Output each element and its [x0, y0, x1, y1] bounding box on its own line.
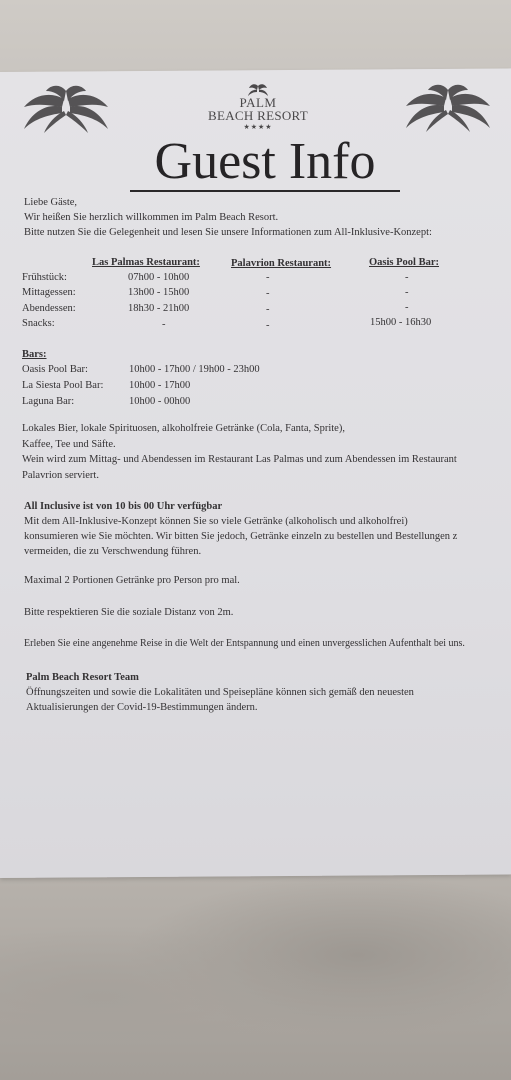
covid-notice-line: Aktualisierungen der Covid-19-Bestimmungen ändern.: [26, 702, 258, 713]
bar-hours: 10h00 - 00h00: [129, 396, 191, 407]
page-title: Guest Info: [130, 134, 400, 192]
all-inclusive-line: konsumieren wie Sie möchten. Wir bitten Sie jedoch, Getränke einzeln zu bestellen und Bestellungen z: [24, 531, 458, 542]
table-cell: -: [266, 304, 270, 315]
table-cell: 15h00 - 16h30: [370, 317, 432, 328]
table-cell: -: [266, 320, 270, 331]
fabric-background: [0, 872, 511, 1080]
drinks-line: Kaffee, Tee und Säfte.: [22, 439, 116, 450]
bars-heading: Bars:: [22, 349, 47, 360]
welcome-line: Wir heißen Sie herzlich willkommen im Palm Beach Resort.: [24, 212, 279, 223]
bar-label: Oasis Pool Bar:: [22, 364, 88, 375]
bar-hours: 10h00 - 17h00: [129, 380, 191, 391]
bar-hours: 10h00 - 17h00 / 19h00 - 23h00: [129, 364, 260, 375]
distance-note: Bitte respektieren Sie die soziale Distanz von 2m.: [24, 607, 234, 618]
brand-name-line1: PALM: [239, 95, 277, 110]
table-cell: 07h00 - 10h00: [128, 272, 190, 283]
table-cell: -: [266, 272, 270, 283]
table-cell: -: [266, 288, 270, 299]
table-row-label: Abendessen:: [22, 303, 76, 314]
table-cell: -: [162, 319, 166, 330]
palm-leaf-icon-right: [402, 84, 494, 134]
all-inclusive-heading: All Inclusive ist von 10 bis 00 Uhr verfügbar: [24, 501, 223, 512]
table-cell: -: [405, 302, 409, 313]
table-header-palavrion: Palavrion Restaurant:: [231, 258, 332, 269]
table-header-las-palmas: Las Palmas Restaurant:: [92, 257, 200, 268]
drinks-line: Wein wird zum Mittag- und Abendessen im Restaurant Las Palmas und zum Abendessen im Restaurant: [22, 454, 457, 465]
table-row-label: Snacks:: [22, 318, 55, 329]
portions-note: Maximal 2 Portionen Getränke pro Person pro mal.: [24, 575, 240, 586]
brand-logo: [196, 84, 320, 131]
intro-line: Bitte nutzen Sie die Gelegenheit und lesen Sie unsere Informationen zum All-Inklusive-Konzept:: [24, 227, 432, 238]
team-signature: Palm Beach Resort Team: [26, 672, 139, 683]
brand-name-line2: BEACH RESORT: [208, 108, 308, 123]
table-cell: -: [405, 287, 409, 298]
enjoy-note: Erleben Sie eine angenehme Reise in die Welt der Entspannung und einen unvergesslichen Aufenthalt bei uns.: [24, 638, 465, 649]
table-header-oasis: Oasis Pool Bar:: [369, 257, 439, 268]
table-cell: 18h30 - 21h00: [128, 303, 190, 314]
brand-stars: ★★★★: [243, 123, 273, 131]
greeting: Liebe Gäste,: [24, 197, 78, 208]
palm-leaf-icon-left: [20, 85, 112, 135]
drinks-line: Palavrion serviert.: [22, 470, 99, 481]
bar-label: La Siesta Pool Bar:: [22, 380, 104, 391]
table-cell: -: [405, 272, 409, 283]
all-inclusive-line: vermeiden, die zu Verschwendung führen.: [24, 546, 202, 557]
all-inclusive-line: Mit dem All-Inklusive-Konzept können Sie so viele Getränke (alkoholisch und alkoholfrei): [24, 516, 408, 527]
bar-label: Laguna Bar:: [22, 396, 75, 407]
table-row-label: Mittagessen:: [22, 287, 76, 298]
table-row-label: Frühstück:: [22, 272, 67, 283]
table-cell: 13h00 - 15h00: [128, 287, 190, 298]
covid-notice-line: Öffnungszeiten und sowie die Lokalitäten und Speisepläne können sich gemäß den neuesten: [26, 687, 414, 698]
drinks-line: Lokales Bier, lokale Spirituosen, alkoholfreie Getränke (Cola, Fanta, Sprite),: [22, 423, 345, 434]
